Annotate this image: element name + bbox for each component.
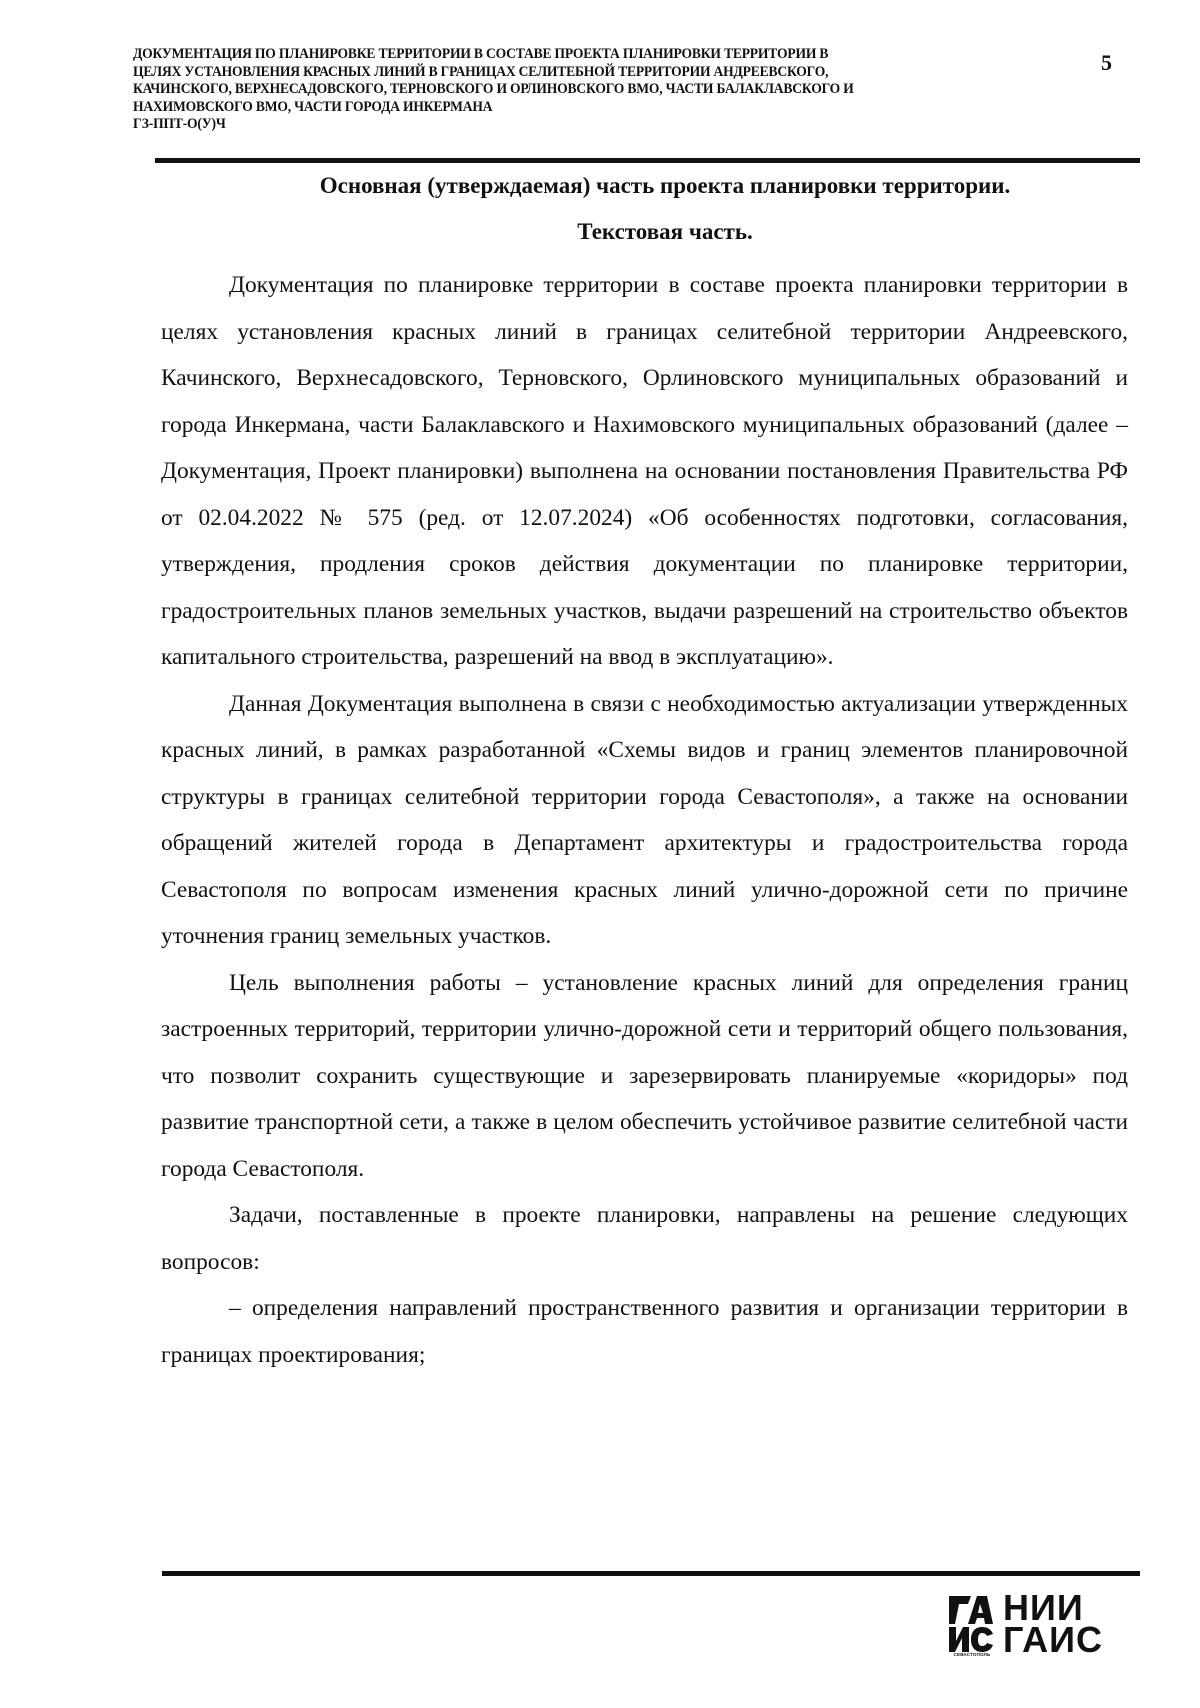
running-header <box>133 46 989 134</box>
header-line: КАЧИНСКОГО, ВЕРХНЕСАДОВСКОГО, ТЕРНОВСКОГО И ОРЛИНОВСКОГО ВМО, ЧАСТИ БАЛАКЛАВСКОГО И <box>133 81 854 97</box>
page-number: 5 <box>1101 50 1112 75</box>
gais-mark-icon <box>947 1594 995 1656</box>
paragraph: Цель выполнения работы – установление красных линий для определения границ застроенных территорий, территории улично-дорожной сети и территорий общего пользования, что позволит сохранить существующие и зарезервировать планируемые «коридоры» под развитие транспортной сети, а также в целом обеспечить устойчивое развитие селитебной части города Севастополя. <box>161 969 1128 1182</box>
logo-word-gais: ГАИС <box>1003 1619 1104 1660</box>
header-line: ЦЕЛЯХ УСТАНОВЛЕНИЯ КРАСНЫХ ЛИНИЙ В ГРАНИЦАХ СЕЛИТЕБНОЙ ТЕРРИТОРИИ АНДРЕЕВСКОГО, <box>133 63 829 80</box>
company-logo <box>947 1587 1137 1662</box>
section-subtitle: Текстовая часть. <box>577 219 753 244</box>
paragraph: Данная Документация выполнена в связи с необходимостью актуализации утвержденных красных линий, в рамках разработанной «Схемы видов и границ элементов планировочной структуры в границах селитебной территории города Севастополя», а также на основании обращений жителей города в Департамент архитектуры и градостроительства города Севастополя по вопросам изменения красных линий улично-дорожной сети по причине уточнения границ земельных участков. <box>161 690 1128 949</box>
section-title: Основная (утверждаемая) часть проекта планировки территории. <box>319 173 1011 198</box>
header-line: НАХИМОВСКОГО ВМО, ЧАСТИ ГОРОДА ИНКЕРМАНА <box>133 98 493 115</box>
paragraph: Задачи, поставленные в проекте планировки, направлены на решение следующих вопросов: <box>161 1202 1128 1275</box>
logo-word-nii: НИИ <box>1003 1587 1084 1628</box>
header-divider <box>155 158 1140 163</box>
logo-caption: СЕВАСТОПОЛЬ <box>953 1652 991 1657</box>
list-item: – определения направлений пространственного развития и организации территории в границах проектирования; <box>161 1295 1128 1368</box>
paragraph: Документация по планировке территории в составе проекта планировки территории в целях установления красных линий в границах селитебной территории Андреевского, Качинского, Верхнесадовского, Терновского, Орлиновского муниципальных образований и города Инкермана, части Балаклавского и Нахимовского муниципальных образований (далее – Документация, Проект планировки) выполнена на основании постановления Правительства РФ от 02.04.2022 № 575 (ред. от 12.07.2024) «Об особенностях подготовки, согласования, утверждения, продления сроков действия документации по планировке территории, градостроительных планов земельных участков, выдачи разрешений на строительство объектов капитального строительства, разрешений на ввод в эксплуатацию». <box>161 272 1128 670</box>
header-line: ДОКУМЕНТАЦИЯ ПО ПЛАНИРОВКЕ ТЕРРИТОРИИ В СОСТАВЕ ПРОЕКТА ПЛАНИРОВКИ ТЕРРИТОРИИ В <box>133 46 829 62</box>
footer-divider <box>162 1571 1140 1576</box>
document-code: ГЗ-ППТ-О(У)Ч <box>133 116 226 132</box>
body-text <box>161 262 1128 1378</box>
